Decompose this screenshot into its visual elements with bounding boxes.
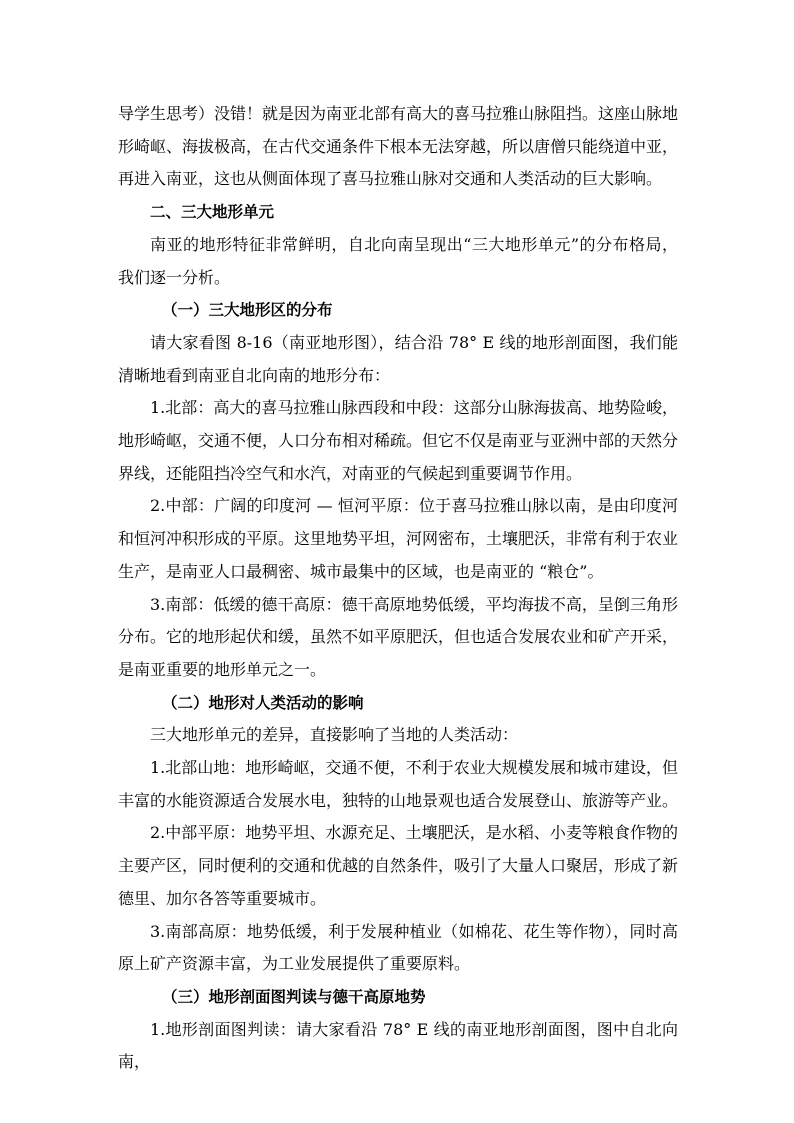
- body-paragraph: 南亚的地形特征非常鲜明，自北向南呈现出“三大地形单元”的分布格局，我们逐一分析。: [118, 234, 678, 287]
- body-paragraph: 2.中部：广阔的印度河 — 恒河平原：位于喜马拉雅山脉以南，是由印度河和恒河冲积形成的平原。这里地势平坦，河网密布，土壤肥沃，非常有利于农业生产，是南亚人口最稠密、城市最集中的区域，也是南亚的 “粮仓”。: [118, 496, 679, 581]
- body-paragraph: 请大家看图 8-16（南亚地形图），结合沿 78° E 线的地形剖面图，我们能清晰地看到南亚自北向南的地形分布：: [118, 332, 678, 385]
- body-paragraph: 1.北部山地：地形崎岖，交通不便，不利于农业大规模发展和城市建设，但丰富的水能资源适合发展水电，独特的山地景观也适合发展登山、旅游等产业。: [118, 758, 679, 810]
- body-paragraph: 3.南部高原：地势低缓，利于发展种植业（如棉花、花生等作物），同时高原上矿产资源丰富，为工业发展提供了重要原料。: [118, 921, 678, 974]
- body-paragraph: 3.南部：低缓的德干高原：德干高原地势低缓，平均海拔不高，呈倒三角形分布。它的地形起伏和缓，虽然不如平原肥沃，但也适合发展农业和矿产开采，是南亚重要的地形单元之一。: [118, 594, 679, 679]
- subsection-heading: （一）三大地形区的分布: [162, 301, 333, 320]
- section-heading: 二、三大地形单元: [150, 203, 275, 222]
- subsection-heading: （三）地形剖面图判读与德干高原地势: [162, 987, 426, 1006]
- body-paragraph: 1.地形剖面图判读：请大家看沿 78° E 线的南亚地形剖面图，图中自北向南，: [118, 1019, 678, 1072]
- body-paragraph: 2.中部平原：地势平坦、水源充足、土壤肥沃，是水稻、小麦等粮食作物的主要产区，同时便利的交通和优越的自然条件，吸引了大量人口聚居，形成了新德里、加尔各答等重要城市。: [118, 823, 679, 908]
- body-paragraph: 三大地形单元的差异，直接影响了当地的人类活动：: [150, 725, 519, 745]
- body-paragraph: 导学生思考）没错！就是因为南亚北部有高大的喜马拉雅山脉阻挡。这座山脉地形崎岖、海拔极高，在古代交通条件下根本无法穿越，所以唐僧只能绕道中亚，再进入南亚，这也从侧面体现了喜马拉雅山脉对交通和人类活动的巨大影响。: [118, 104, 679, 189]
- body-paragraph: 1.北部：高大的喜马拉雅山脉西段和中段：这部分山脉海拔高、地势险峻，地形崎岖，交通不便，人口分布相对稀疏。但它不仅是南亚与亚洲中部的天然分界线，还能阻挡冷空气和水汽，对南亚的气候起到重要调节作用。: [118, 398, 679, 483]
- subsection-heading: （二）地形对人类活动的影响: [162, 693, 364, 712]
- document-body: [118, 98, 678, 1079]
